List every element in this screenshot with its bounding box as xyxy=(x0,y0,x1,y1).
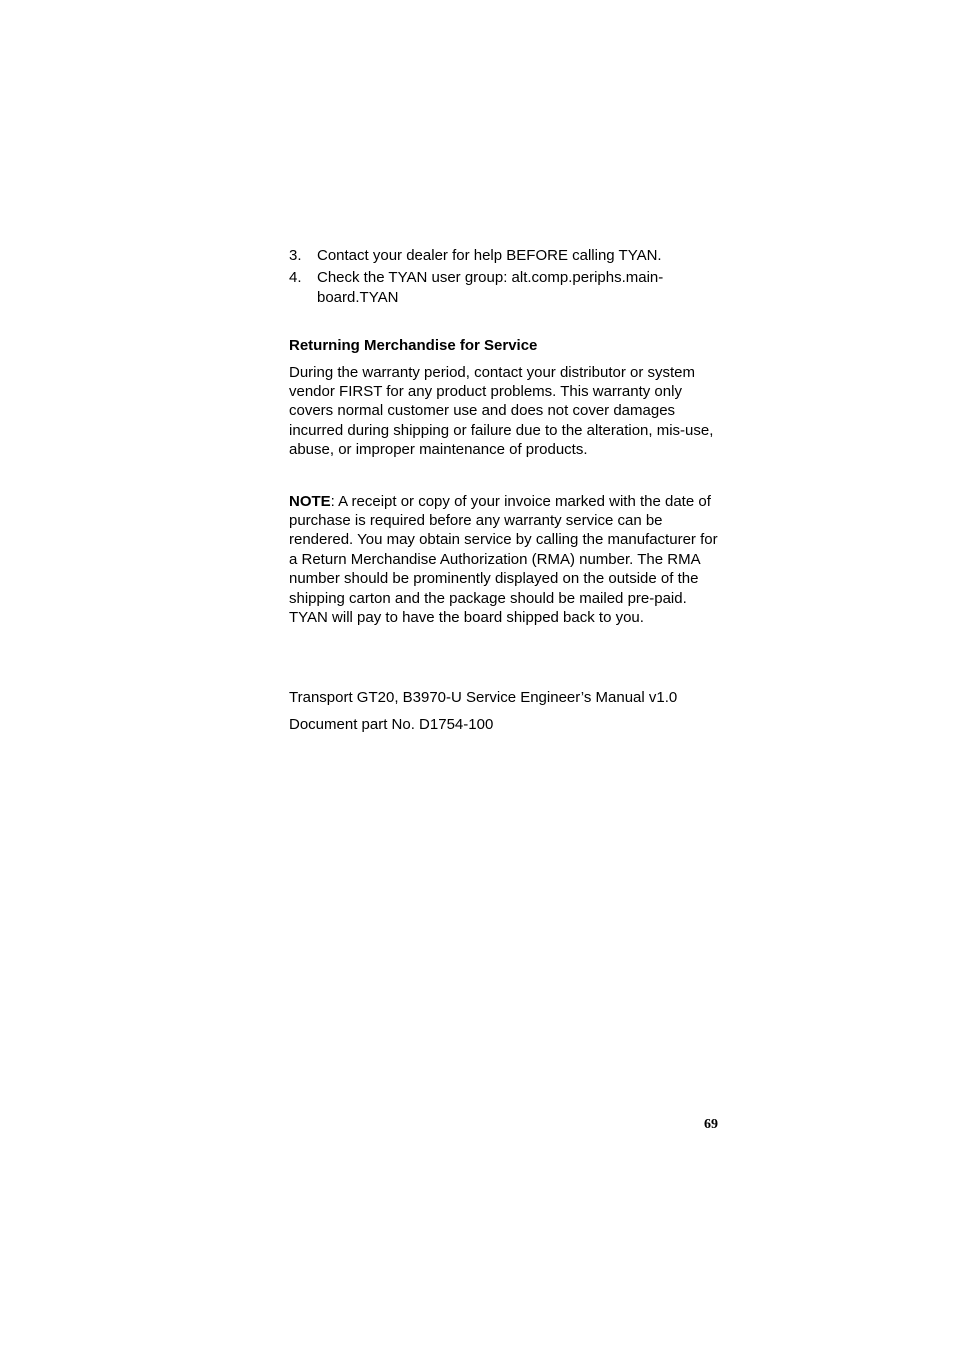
numbered-list xyxy=(289,246,729,307)
document-part-number: Document part No. D1754-100 xyxy=(289,716,494,733)
list-item-text: Check the TYAN user group: alt.comp.periphs.main-board.TYAN xyxy=(317,269,664,306)
page-content xyxy=(289,246,729,628)
list-item-number: 3. xyxy=(289,247,302,264)
list-item xyxy=(289,268,729,307)
note-label: NOTE xyxy=(289,492,331,510)
list-item-text: Contact your dealer for help BEFORE calling TYAN. xyxy=(317,247,662,264)
section-heading: Returning Merchandise for Service xyxy=(289,337,538,355)
list-item-number: 4. xyxy=(289,269,302,287)
note-paragraph xyxy=(289,492,729,628)
page-number: 69 xyxy=(704,1117,718,1132)
document-title: Transport GT20, B3970-U Service Engineer’s Manual v1.0 xyxy=(289,689,678,706)
warranty-paragraph: During the warranty period, contact your distributor or system vendor FIRST for any product problems. This warranty only covers normal customer use and does not cover damages incurred during shipping or failure due to the alteration, mis-use, abuse, or improper maintenance of products. xyxy=(289,363,714,459)
note-text: : A receipt or copy of your invoice marked with the date of purchase is required before any warranty service can be rendered. You may obtain service by calling the manufacturer for a Return Merchandise Authorization (RMA) number. The RMA number should be prominently displayed on the outside of the shipping carton and the package should be mailed pre-paid. TYAN will pay to have the board shipped back to you. xyxy=(289,492,718,627)
list-item xyxy=(289,246,729,265)
